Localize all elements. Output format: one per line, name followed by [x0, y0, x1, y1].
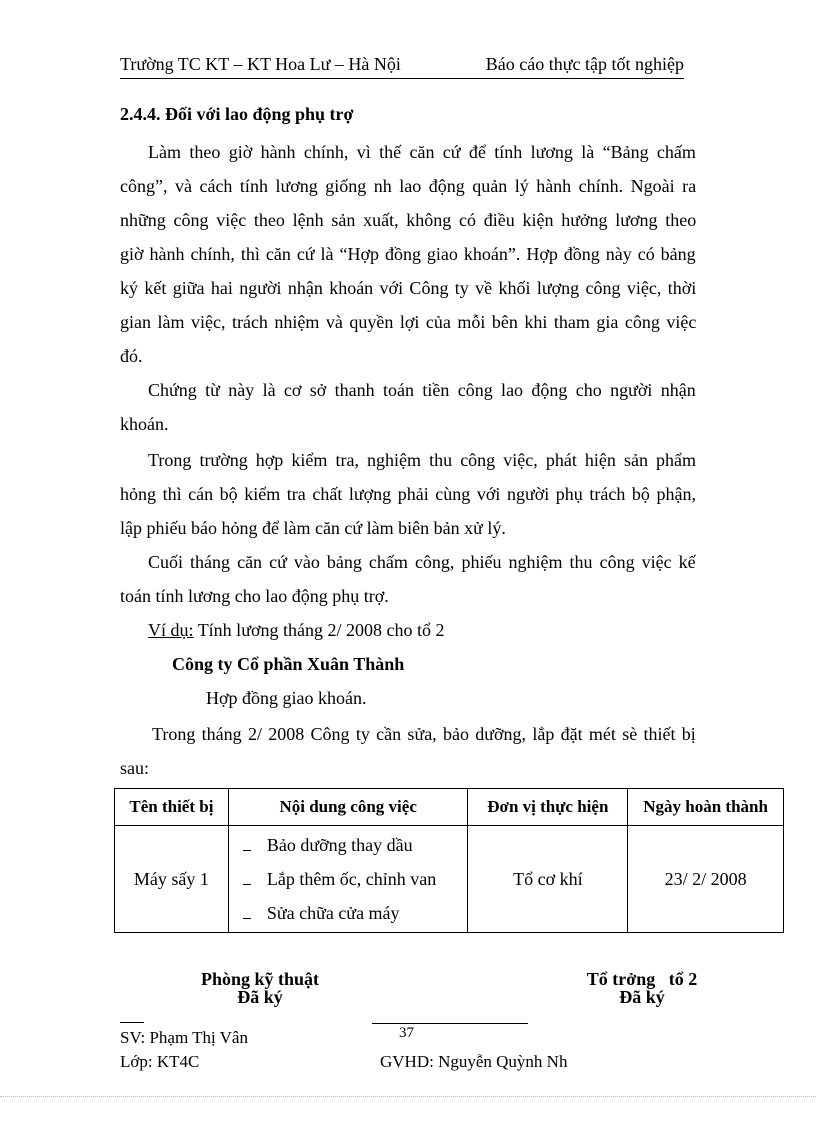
- p4-line: Cuối tháng căn cứ vào bảng chấm công, phiếu nghiệm thu công việc kế: [148, 552, 696, 572]
- cell-tasks: [228, 826, 468, 933]
- bullet-dash: [243, 884, 251, 885]
- task-text: Lắp thêm ốc, chỉnh van: [266, 869, 437, 889]
- bullet-dash: [243, 850, 251, 851]
- equipment-table: [114, 788, 784, 933]
- task-text: Sửa chữa cửa máy: [266, 903, 400, 923]
- signature-left-signed: Đã ký: [237, 987, 283, 1007]
- page-number: 37: [399, 1025, 414, 1041]
- p4-line: toán tính lương cho lao động phụ trợ.: [120, 586, 389, 606]
- task-item: [243, 828, 468, 862]
- signature-left: [180, 970, 340, 1006]
- signature-right-title: Tổ trởng tổ 2: [586, 969, 698, 989]
- p1-line: Làm theo giờ hành chính, vì thế căn cứ để tính lương là “Bảng chấm: [148, 142, 696, 162]
- p1-line: công”, và cách tính lương giống nh lao động quản lý hành chính. Ngoài ra: [120, 176, 697, 196]
- cell-date: 23/ 2/ 2008: [628, 826, 784, 933]
- header-unit: Đơn vị thực hiện: [468, 789, 628, 826]
- footer-advisor: GVHD: Nguyễn Quỳnh Nh: [380, 1052, 568, 1071]
- p1-line: ký kết giữa hai người nhận khoán với Công ty về khối lượng công việc, thời: [120, 278, 697, 298]
- p3-line: Trong trường hợp kiểm tra, nghiệm thu công việc, phát hiện sản phẩm: [148, 450, 697, 470]
- example-text: Tính lương tháng 2/ 2008 cho tổ 2: [193, 620, 445, 640]
- header-date: Ngày hoàn thành: [628, 789, 784, 826]
- signature-right-signed: Đã ký: [619, 987, 665, 1007]
- signature-left-title: Phòng kỹ thuật: [200, 969, 320, 989]
- p5-line: Trong tháng 2/ 2008 Công ty cần sửa, bảo dưỡng, lắp đặt mét sè thiết bị: [152, 724, 696, 744]
- bullet-dash: [243, 918, 251, 919]
- p3-line: hỏng thì cán bộ kiểm tra chất lượng phải cùng với người phụ trách bộ phận,: [120, 484, 696, 504]
- p1-line: đó.: [120, 346, 143, 366]
- page-header: [120, 54, 684, 79]
- header-report-title: Báo cáo thực tập tốt nghiệp: [485, 54, 684, 74]
- task-item: [243, 896, 468, 930]
- footer-class: Lớp: KT4C: [120, 1052, 200, 1071]
- p1-line: giờ hành chính, thì căn cứ là “Hợp đồng giao khoán”. Hợp đồng này có bảng: [120, 244, 696, 264]
- section-title: 2.4.4. Đối với lao động phụ trợ: [120, 104, 354, 124]
- cell-device: Máy sấy 1: [115, 826, 229, 933]
- p3-line: lập phiếu báo hỏng để làm căn cứ làm biên bản xử lý.: [120, 518, 506, 538]
- table-row: [115, 826, 784, 933]
- p5-line: sau:: [120, 758, 149, 778]
- p1-line: gian làm việc, trách nhiệm và quyền lợi của mỗi bên khi tham gia công việc: [120, 312, 697, 332]
- table-header-row: [115, 789, 784, 826]
- example-label: Ví dụ:: [148, 620, 194, 640]
- header-device: Tên thiết bị: [115, 789, 229, 826]
- cell-unit: Tổ cơ khí: [468, 826, 628, 933]
- signature-right: [572, 970, 712, 1006]
- footer-student: SV: Phạm Thị Vân: [120, 1028, 248, 1047]
- header-tasks: Nội dung công việc: [228, 789, 468, 826]
- p1-line: những công việc theo lệnh sản xuất, không có điều kiện hưởng lương theo: [120, 210, 697, 230]
- p2-line: khoán.: [120, 414, 169, 434]
- footer-rule-left: [120, 1022, 144, 1023]
- page-bottom-border: [0, 1096, 816, 1097]
- task-item: [243, 862, 468, 896]
- example-line: [148, 620, 444, 641]
- company-name: Công ty Cổ phần Xuân Thành: [172, 654, 405, 674]
- task-text: Bảo dưỡng thay dầu: [266, 835, 413, 855]
- contract-title: Hợp đồng giao khoán.: [206, 688, 367, 708]
- p2-line: Chứng từ này là cơ sở thanh toán tiền công lao động cho người nhận: [148, 380, 696, 400]
- footer-rule-center: [372, 1023, 528, 1024]
- header-school: Trường TC KT – KT Hoa Lư – Hà Nội: [120, 54, 401, 74]
